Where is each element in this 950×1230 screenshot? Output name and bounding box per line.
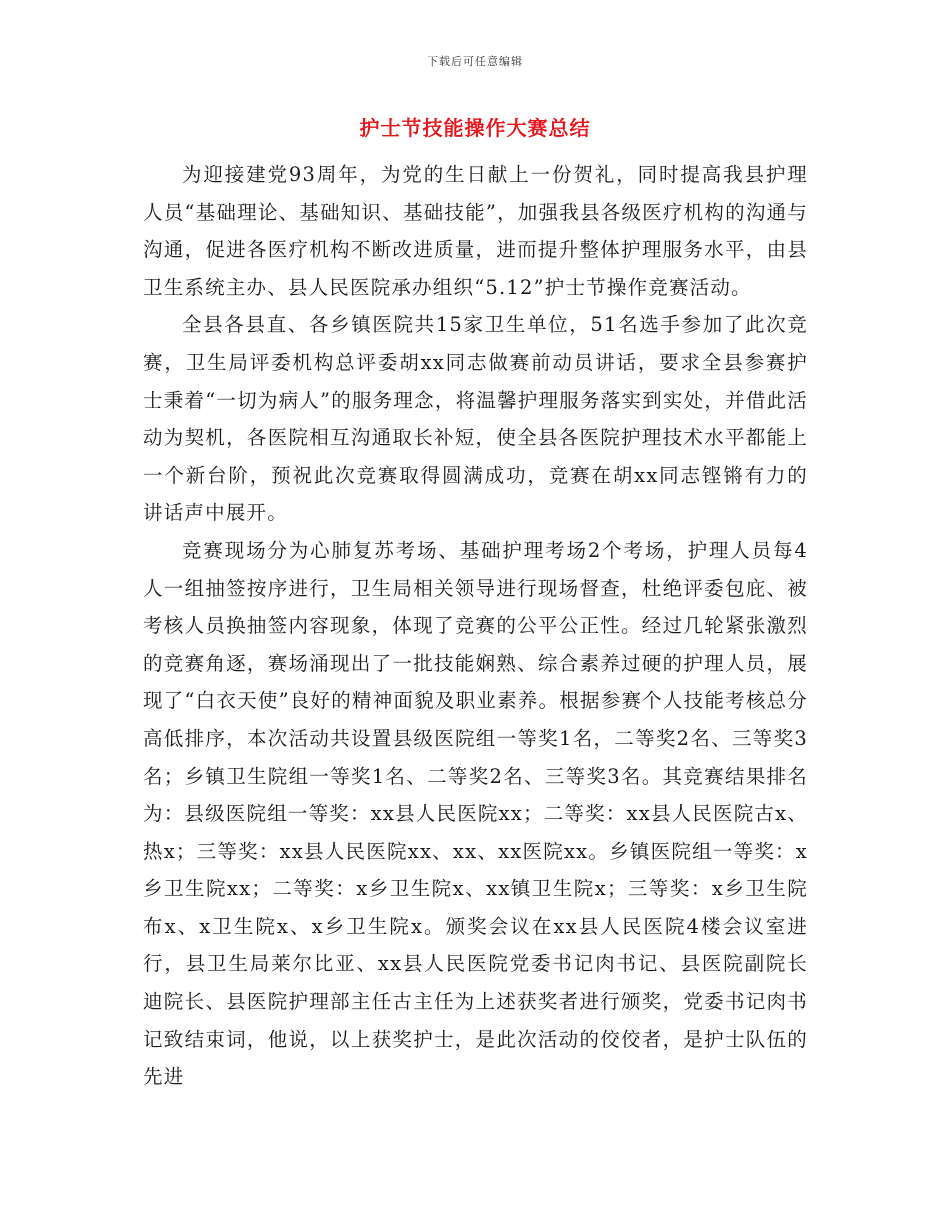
document-title: 护士节技能操作大赛总结 [359, 116, 591, 140]
paragraph-3: 竞赛现场分为心肺复苏考场、基础护理考场2个考场，护理人员每4人一组抽签按序进行，卫生局相关领导进行现场督查，杜绝评委包庇、被考核人员换抽签内容现象，体现了竞赛的公平公正性。经过几轮紧张激烈的竞赛角逐，赛场涌现出了一批技能娴熟、综合素养过硬的护理人员，展现了“白衣天使”良好的精神面貌及职业素养。根据参赛个人技能考核总分高低排序，本次活动共设置县级医院组一等奖1名，二等奖2名、三等奖3名；乡镇卫生院组一等奖1名、二等奖2名、三等奖3名。其竞赛结果排名为：县级医院组一等奖：xx县人民医院xx；二等奖：xx县人民医院古x、热x；三等奖：xx县人民医院xx、xx、xx医院xx。乡镇医院组一等奖：x乡卫生院xx；二等奖：x乡卫生院x、xx镇卫生院x；三等奖：x乡卫生院布x、x卫生院x、x乡卫生院x。颁奖会议在xx县人民医院4楼会议室进行，县卫生局莱尔比亚、xx县人民医院党委书记肉书记、县医院副院长迪院长、县医院护理部主任古主任为上述获奖者进行颁奖，党委书记肉书记致结束词，他说，以上获奖护士，是此次活动的佼佼者，是护士队伍的先进 [143, 538, 808, 1089]
header-note: 下载后可任意编辑 [427, 55, 523, 68]
paragraph-1: 为迎接建党93周年，为党的生日献上一份贺礼，同时提高我县护理人员“基础理论、基础知识、基础技能”，加强我县各级医疗机构的沟通与沟通，促进各医疗机构不断改进质量，进而提升整体护理服务水平，由县卫生系统主办、县人民医院承办组织“5.12”护士节操作竞赛活动。 [143, 163, 808, 299]
document-body [143, 156, 808, 1096]
paragraph-2: 全县各县直、各乡镇医院共15家卫生单位，51名选手参加了此次竞赛，卫生局评委机构总评委胡xx同志做赛前动员讲话，要求全县参赛护士秉着“一切为病人”的服务理念，将温馨护理服务落实到实处，并借此活动为契机，各医院相互沟通取长补短，使全县各医院护理技术水平都能上一个新台阶，预祝此次竞赛取得圆满成功，竞赛在胡xx同志铿锵有力的讲话声中展开。 [143, 313, 808, 525]
